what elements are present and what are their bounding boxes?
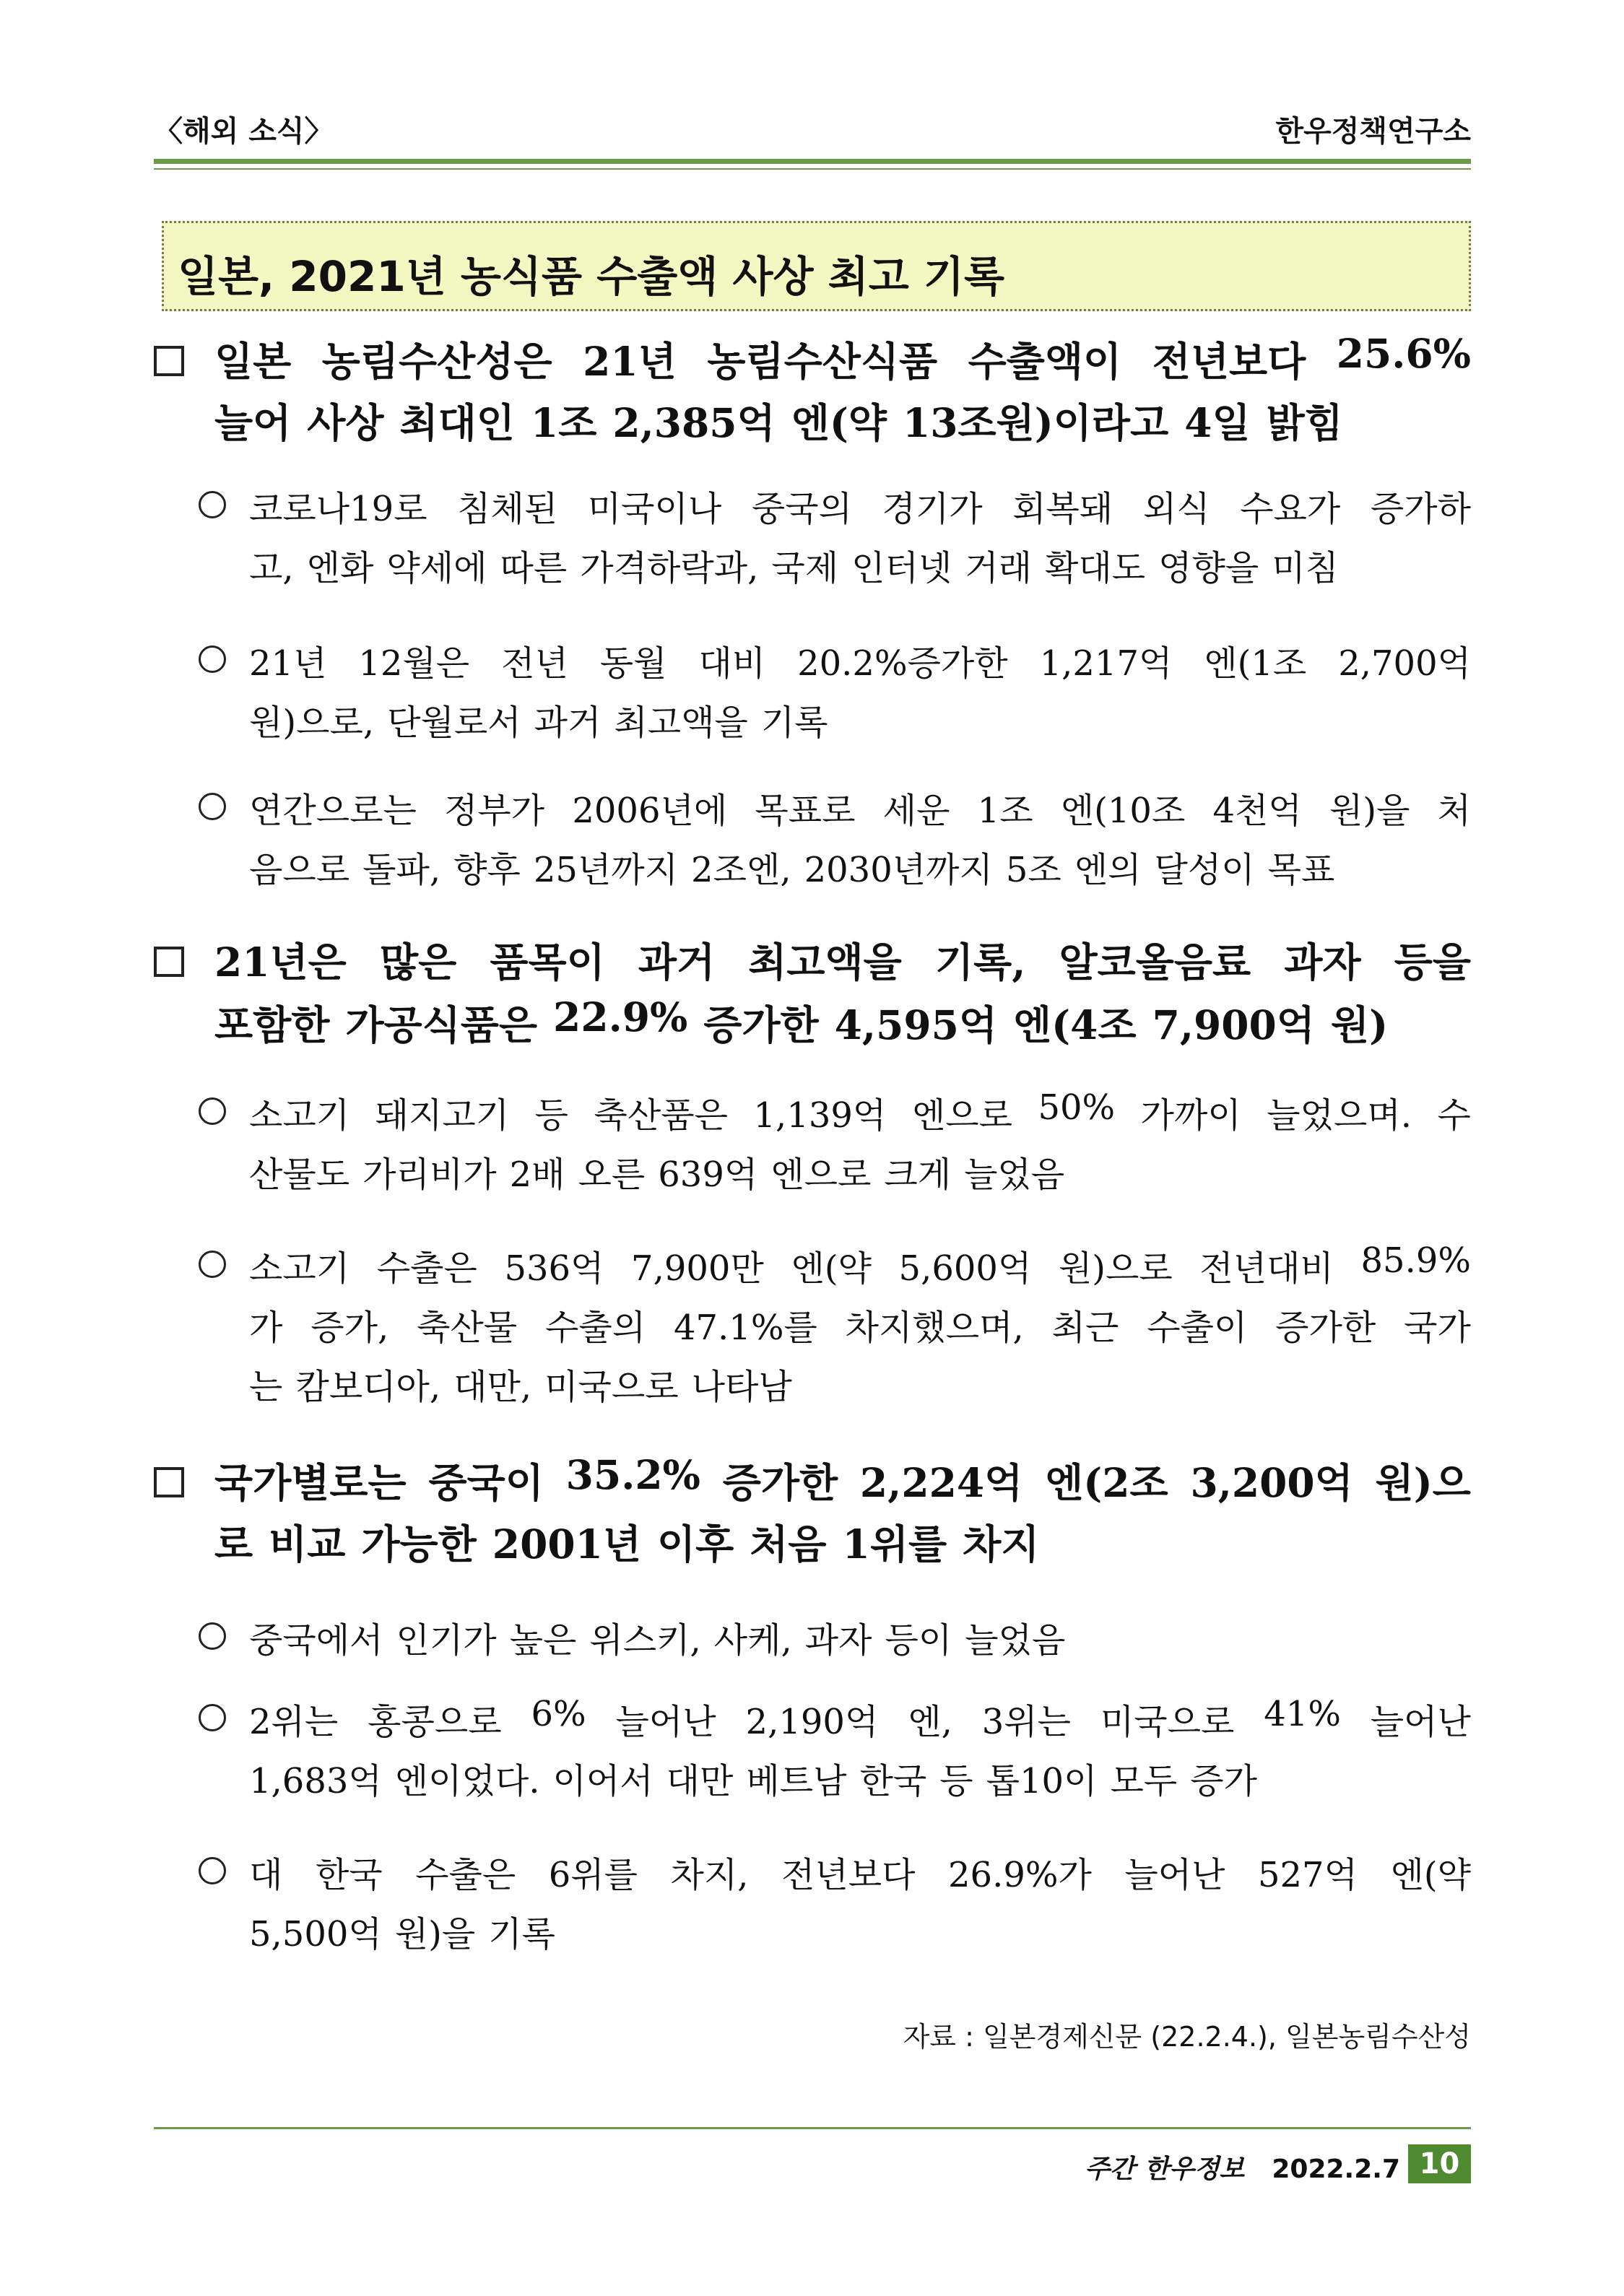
circle-bullet-icon (199, 1704, 226, 1731)
bullet-text-line: 산물도 가리비가 2배 오른 639억 엔으로 크게 늘었음 (249, 1154, 1065, 1195)
bullet-text-line: 소고기 돼지고기 등 축산품은 1,139억 엔으로 50% 가까이 늘었으며. 수 (249, 1087, 1471, 1136)
section-heading-line: 일본 농림수산성은 21년 농림수산식품 수출액이 전년보다 25.6% (214, 330, 1471, 385)
footer-publication (1085, 2149, 1400, 2186)
section-heading-line: 국가별로는 중국이 35.2% 증가한 2,224억 엔(2조 3,200억 원)으 (214, 1451, 1471, 1506)
bullet-text-line: 원)으로, 단월로서 과거 최고액을 기록 (249, 703, 828, 743)
footer-rule (154, 2127, 1471, 2129)
square-bullet-icon (154, 346, 184, 376)
square-bullet-icon (154, 1467, 184, 1497)
header-section-label: 〈해외 소식〉 (154, 115, 334, 148)
circle-bullet-icon (199, 1622, 226, 1650)
circle-bullet-icon (199, 1097, 226, 1125)
bullet-text-line: 중국에서 인기가 높은 위스키, 사케, 과자 등이 늘었음 (249, 1620, 1066, 1661)
publication-name: 주간 한우정보 (1085, 2154, 1245, 2184)
bullet-text-line: 소고기 수출은 536억 7,900만 엔(약 5,600억 원)으로 전년대비 85.9% (249, 1240, 1471, 1289)
page-title: 일본, 2021년 농식품 수출액 사상 최고 기록 (178, 252, 1005, 301)
bullet-text-line: 는 캄보디아, 대만, 미국으로 나타남 (249, 1367, 792, 1407)
header-rule-thin (154, 168, 1471, 170)
bullet-text-line: 21년 12월은 전년 동월 대비 20.2%증가한 1,217억 엔(1조 2,700억 (249, 643, 1471, 684)
section-heading-line: 늘어 사상 최대인 1조 2,385억 엔(약 13조원)이라고 4일 밝힘 (214, 399, 1343, 446)
section-heading-line: 포함한 가공식품은 22.9% 증가한 4,595억 엔(4조 7,900억 원) (214, 993, 1389, 1048)
publication-date: 2022.2.7 (1272, 2154, 1400, 2184)
section-heading-line: 로 비교 가능한 2001년 이후 처음 1위를 차지 (214, 1521, 1040, 1567)
source-citation: 자료 : 일본경제신문 (22.2.4.), 일본농림수산성 (903, 2021, 1471, 2053)
bullet-text-line: 코로나19로 침체된 미국이나 중국의 경기가 회복돼 외식 수요가 증가하 (249, 489, 1471, 529)
bullet-text-line: 연간으로는 정부가 2006년에 목표로 세운 1조 엔(10조 4천억 원)을 처 (249, 791, 1471, 831)
circle-bullet-icon (199, 793, 226, 820)
page-number: 10 (1408, 2144, 1471, 2183)
square-bullet-icon (154, 947, 184, 977)
bullet-text-line: 2위는 홍콩으로 6% 늘어난 2,190억 엔, 3위는 미국으로 41% 늘어난 (249, 1694, 1471, 1742)
bullet-text-line: 5,500억 원)을 기록 (249, 1914, 556, 1954)
circle-bullet-icon (199, 645, 226, 673)
bullet-text-line: 음으로 돌파, 향후 25년까지 2조엔, 2030년까지 5조 엔의 달성이 목표 (249, 850, 1335, 890)
circle-bullet-icon (199, 491, 226, 518)
circle-bullet-icon (199, 1251, 226, 1278)
header-rule (154, 159, 1471, 164)
bullet-text-line: 가 증가, 축산물 수출의 47.1%를 차지했으며, 최근 수출이 증가한 국가 (249, 1308, 1471, 1348)
header-organization: 한우정책연구소 (1275, 115, 1471, 148)
bullet-text-line: 1,683억 엔이었다. 이어서 대만 베트남 한국 등 톱10이 모두 증가 (249, 1761, 1257, 1801)
bullet-text-line: 대 한국 수출은 6위를 차지, 전년보다 26.9%가 늘어난 527억 엔(약 (249, 1855, 1471, 1895)
bullet-text-line: 고, 엔화 약세에 따른 가격하락과, 국제 인터넷 거래 확대도 영향을 미침 (249, 548, 1339, 588)
section-heading-line: 21년은 많은 품목이 과거 최고액을 기록, 알코올음료 과자 등을 (214, 939, 1471, 986)
circle-bullet-icon (199, 1857, 226, 1884)
